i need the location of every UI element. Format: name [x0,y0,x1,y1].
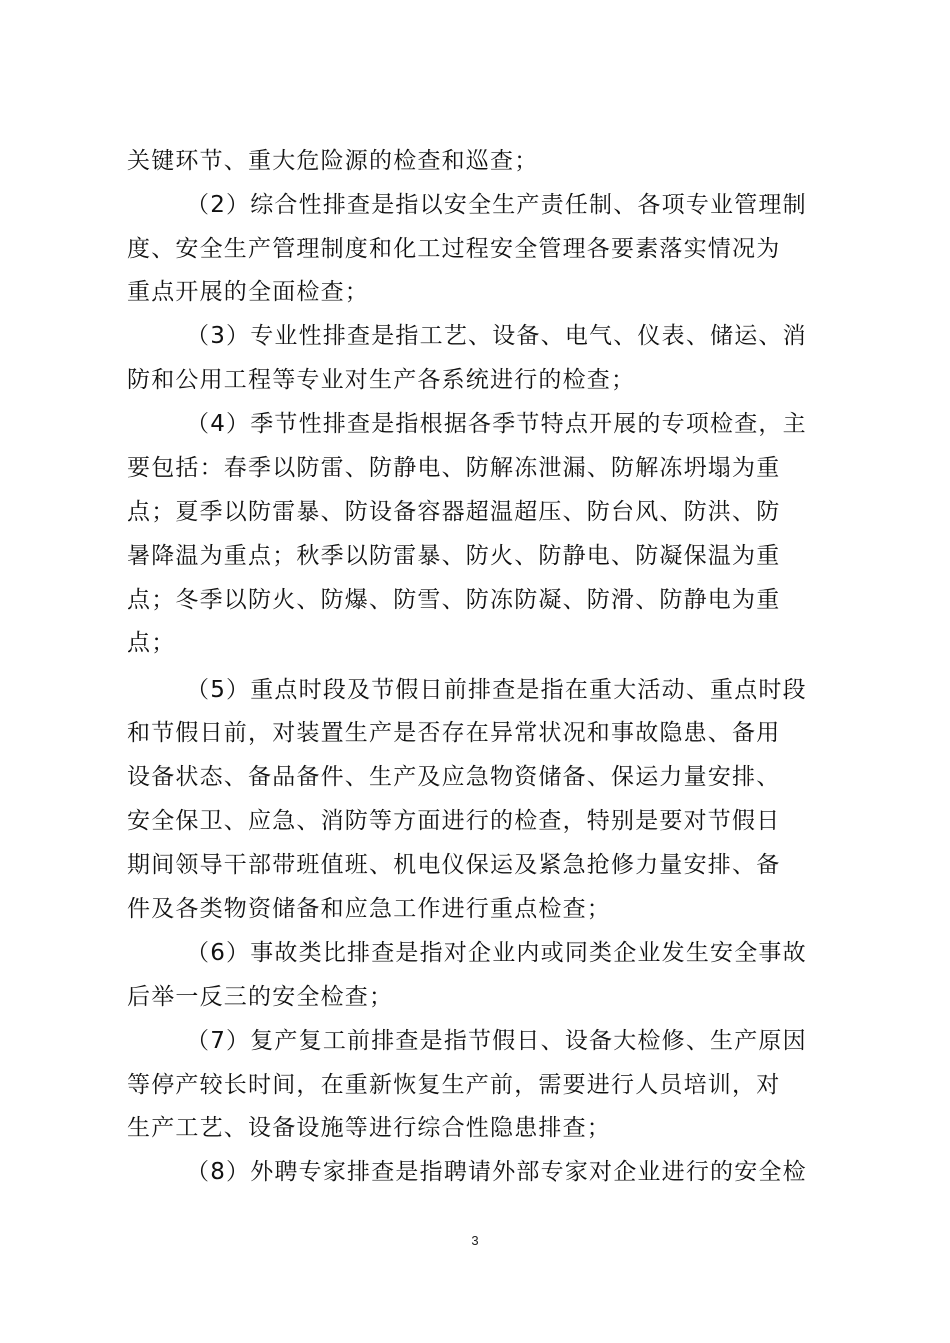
page-number: 3 [471,1233,479,1248]
text-line: 要包括：春季以防雷、防静电、防解冻泄漏、防解冻坍塌为重 [127,455,781,481]
text-line: 等停产较长时间，在重新恢复生产前，需要进行人员培训，对 [127,1072,781,1098]
text-line: 和节假日前，对装置生产是否存在异常状况和事故隐患、备用 [127,720,781,746]
text-line: 暑降温为重点；秋季以防雷暴、防火、防静电、防凝保温为重 [127,543,781,569]
text-line: 后举一反三的安全检查； [127,984,394,1010]
text-line: （8）外聘专家排查是指聘请外部专家对企业进行的安全检 [186,1159,807,1185]
text-line: 防和公用工程等专业对生产各系统进行的检查； [127,367,636,393]
text-line: （7）复产复工前排查是指节假日、设备大检修、生产原因 [186,1028,807,1054]
text-line: 件及各类物资储备和应急工作进行重点检查； [127,896,611,922]
text-line: （4）季节性排查是指根据各季节特点开展的专项检查，主 [186,411,807,437]
text-line: 点；冬季以防火、防爆、防雪、防冻防凝、防滑、防静电为重 [127,587,781,613]
text-line: 点； [127,630,176,656]
text-line: 生产工艺、设备设施等进行综合性隐患排查； [127,1115,611,1141]
text-line: 安全保卫、应急、消防等方面进行的检查，特别是要对节假日 [127,808,781,834]
text-line: （2）综合性排查是指以安全生产责任制、各项专业管理制 [186,192,807,218]
text-line: 度、安全生产管理制度和化工过程安全管理各要素落实情况为 [127,236,781,262]
text-line: （5）重点时段及节假日前排查是指在重大活动、重点时段 [186,677,807,703]
text-line: 设备状态、备品备件、生产及应急物资储备、保运力量安排、 [127,764,781,790]
text-line: 关键环节、重大危险源的检查和巡查； [127,148,539,174]
text-line: （3）专业性排查是指工艺、设备、电气、仪表、储运、消 [186,323,807,349]
text-line: 期间领导干部带班值班、机电仪保运及紧急抢修力量安排、备 [127,852,781,878]
text-line: 点；夏季以防雷暴、防设备容器超温超压、防台风、防洪、防 [127,499,781,525]
text-line: 重点开展的全面检查； [127,279,369,305]
text-line: （6）事故类比排查是指对企业内或同类企业发生安全事故 [186,940,807,966]
